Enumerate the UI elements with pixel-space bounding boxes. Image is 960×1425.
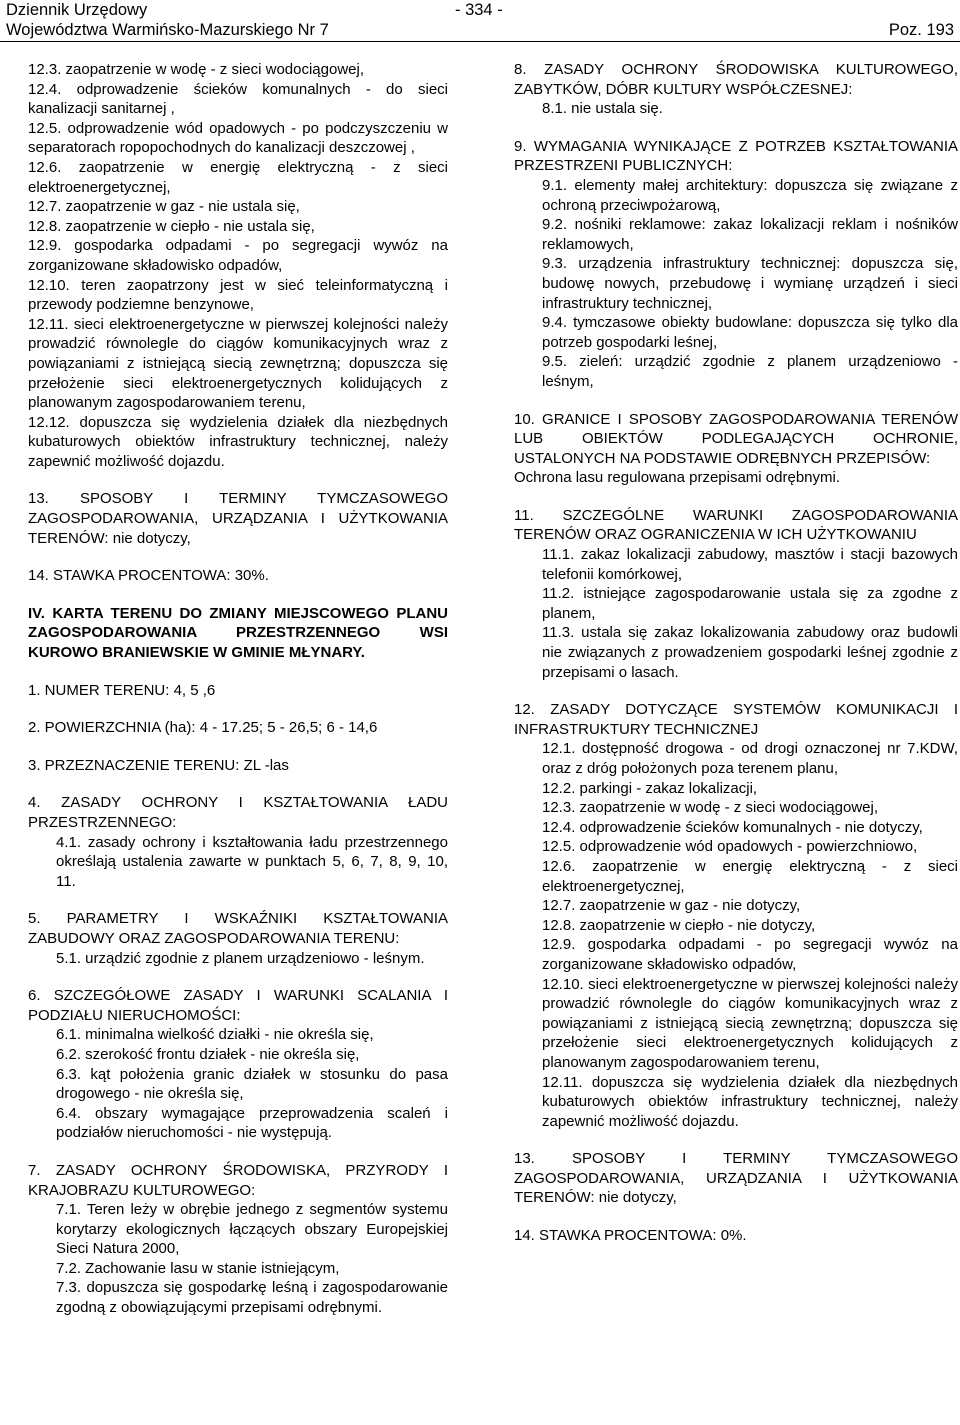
right-column [514,60,958,1246]
paragraph: 12.3. zaopatrzenie w wodę - z sieci wodociągowej, [28,61,365,78]
sub-paragraph: 6.3. kąt położenia granic działek w stosunku do pasa drogowego - nie określa się, [56,1065,448,1103]
paragraph-gap [28,548,448,566]
page-number: - 334 - [455,1,503,19]
paragraph: 12.10. teren zaopatrzony jest w sieć teleinformatyczną i przewody podziemne benzynowe, [28,276,448,314]
paragraph: 12.11. sieci elektroenergetyczne w pierwszej kolejności należy prowadzić równolegle do ciągów komunikacyjnych wraz z powiązaniami z istniejącą siecią zewnętrzną; dopuszcza się przełożenie sieci elektroenergetycznych kolidujących z planowanym zagospodarowaniem terenu, [28,315,448,412]
paragraph: 12.6. zaopatrzenie w energię elektryczną - z sieci elektroenergetycznej, [28,158,448,196]
sub-paragraph: 11.3. ustala się zakaz lokalizowania zabudowy oraz budowli nie związanych z prowadzeniem gospodarki leśnej zgodnie z przepisami o lasach. [542,624,958,681]
paragraph: 9. WYMAGANIA WYNIKAJĄCE Z POTRZEB KSZTAŁTOWANIA PRZESTRZENI PUBLICZNYCH: [514,137,958,175]
paragraph: 3. PRZEZNACZENIE TERENU: ZL -las [28,756,289,774]
paragraph: 12.4. odprowadzenie ścieków komunalnych - do sieci kanalizacji sanitarnej , [28,80,448,118]
paragraph: 12. ZASADY DOTYCZĄCE SYSTEMÓW KOMUNIKACJI I INFRASTRUKTURY TECHNICZNEJ [514,701,958,738]
paragraph-gap [514,119,958,137]
paragraph: 4. ZASADY OCHRONY I KSZTAŁTOWANIA ŁADU PRZESTRZENNEGO: [28,794,448,831]
paragraph-gap [514,1208,958,1226]
paragraph: 12.12. dopuszcza się wydzielenia działek dla niezbędnych kubaturowych obiektów infrastruktury technicznej, należy zapewnić możliwość dojazdu. [28,413,448,470]
paragraph: 10. GRANICE I SPOSOBY ZAGOSPODAROWANIA TERENÓW LUB OBIEKTÓW PODLEGAJĄCYCH OCHRONIE, USTALONYCH NA PODSTAWIE ODRĘBNYCH PRZEPISÓW: [514,410,958,467]
paragraph: 6. SZCZEGÓŁOWE ZASADY I WARUNKI SCALANIA I PODZIAŁU NIERUCHOMOŚCI: [28,987,448,1024]
paragraph-gap [514,488,958,506]
sub-paragraph: 12.7. zaopatrzenie w gaz - nie dotyczy, [542,897,801,915]
sub-paragraph: 6.2. szerokość frontu działek - nie określa się, [56,1045,360,1063]
sub-paragraph: 4.1. zasady ochrony i kształtowania ładu przestrzennego określają ustalenia zawarte w punktach 5, 6, 7, 8, 9, 10, 11. [56,833,448,890]
paragraph: 8. ZASADY OCHRONY ŚRODOWISKA KULTUROWEGO, ZABYTKÓW, DÓBR KULTURY WSPÓŁCZESNEJ: [514,61,958,98]
sub-paragraph: 12.11. dopuszcza się wydzielenia działek dla niezbędnych kubaturowych obiektów infrastruktury technicznej, należy zapewnić możliwość dojazdu. [542,1073,958,1130]
sub-paragraph: 12.5. odprowadzenie wód opadowych - powierzchniowo, [542,838,918,856]
header-rule [0,41,960,42]
paragraph-gap [28,775,448,793]
paragraph: 12.9. gospodarka odpadami - po segregacji wywóz na zorganizowane składowisko odpadów, [28,237,448,274]
sub-paragraph: 12.4. odprowadzenie ścieków komunalnych - nie dotyczy, [542,818,923,836]
sub-paragraph: 8.1. nie ustala się. [542,100,663,118]
sub-paragraph: 11.2. istniejące zagospodarowanie ustala się za zgodne z planem, [542,585,958,622]
journal-title-line1: Dziennik Urzędowy [6,1,148,19]
sub-paragraph: 6.1. minimalna wielkość działki - nie określa się, [56,1026,374,1044]
sub-paragraph: 9.1. elementy małej architektury: dopuszcza się związane z ochroną przeciwpożarową, [542,176,958,214]
paragraph-gap [28,700,448,718]
sub-paragraph: 7.2. Zachowanie lasu w stanie istniejącym, [56,1259,340,1277]
journal-title [6,0,329,40]
paragraph: 12.7. zaopatrzenie w gaz - nie ustala się, [28,198,300,216]
page-header [0,0,960,44]
paragraph-gap [28,471,448,489]
sub-paragraph: 9.5. zieleń: urządzić zgodnie z planem urządzeniowo - leśnym, [542,353,958,390]
sub-paragraph: 6.4. obszary wymagające przeprowadzenia scaleń i podziałów nieruchomości - nie występują. [56,1104,448,1142]
sub-paragraph: 7.3. dopuszcza się gospodarkę leśną i zagospodarowanie zgodną z obowiązującymi przepisami odrębnymi. [56,1279,448,1317]
paragraph-gap [28,1143,448,1161]
paragraph-gap [514,1131,958,1149]
paragraph: 11. SZCZEGÓLNE WARUNKI ZAGOSPODAROWANIA TERENÓW ORAZ OGRANICZENIA W ICH UŻYTKOWANIU [514,506,958,544]
sub-paragraph: 12.9. gospodarka odpadami - po segregacji wywóz na zorganizowane składowisko odpadów, [542,936,958,973]
paragraph: 2. POWIERZCHNIA (ha): 4 - 17.25; 5 - 26,5; 6 - 14,6 [28,719,378,737]
paragraph: Ochrona lasu regulowana przepisami odrębnymi. [514,469,841,487]
left-column [28,60,448,1318]
paragraph: 1. NUMER TERENU: 4, 5 ,6 [28,681,216,699]
sub-paragraph: 5.1. urządzić zgodnie z planem urządzeniowo - leśnym. [56,949,425,967]
paragraph-gap [28,586,448,604]
paragraph: 7. ZASADY OCHRONY ŚRODOWISKA, PRZYRODY I KRAJOBRAZU KULTUROWEGO: [28,1161,448,1199]
position-number: Poz. 193 [888,21,954,39]
sub-paragraph: 12.8. zaopatrzenie w ciepło - nie dotyczy, [542,916,816,934]
journal-title-line2: Województwa Warmińsko-Mazurskiego Nr 7 [6,21,329,39]
paragraph-gap [514,682,958,700]
sub-paragraph: 9.2. nośniki reklamowe: zakaz lokalizacji reklam i nośników reklamowych, [542,216,958,253]
paragraph-gap [514,392,958,410]
paragraph: 13. SPOSOBY I TERMINY TYMCZASOWEGO ZAGOSPODAROWANIA, URZĄDZANIA I UŻYTKOWANIA TERENÓW: nie dotyczy, [28,490,448,547]
sub-paragraph: 12.3. zaopatrzenie w wodę - z sieci wodociągowej, [542,799,879,817]
sub-paragraph: 9.3. urządzenia infrastruktury technicznej: dopuszcza się, budowę nowych, przebudowę i wymianę urządzeń i sieci infrastruktury technicznej, [542,255,958,312]
paragraph: 12.5. odprowadzenie wód opadowych - po podczyszczeniu w separatorach ropopochodnych do kanalizacji deszczowej , [28,119,448,157]
paragraph: 13. SPOSOBY I TERMINY TYMCZASOWEGO ZAGOSPODAROWANIA, URZĄDZANIA I UŻYTKOWANIA TERENÓW: nie dotyczy, [514,1150,958,1207]
sub-paragraph: 12.10. sieci elektroenergetyczne w pierwszej kolejności należy prowadzić równolegle do ciągów komunikacyjnych wraz z powiązaniami z istniejącą siecią zewnętrzną; dopuszcza się przełożenie sieci elektroenergetycznych kolidujących z planowanym zagospodarowaniem terenu, [542,975,958,1071]
paragraph-gap [28,968,448,986]
paragraph: 14. STAWKA PROCENTOWA: 0%. [514,1227,747,1245]
sub-paragraph: 12.6. zaopatrzenie w energię elektryczną - z sieci elektroenergetycznej, [542,857,958,895]
sub-paragraph: 12.2. parkingi - zakaz lokalizacji, [542,779,758,797]
sub-paragraph: 7.1. Teren leży w obrębie jednego z segmentów systemu korytarzy ekologicznych łączących obszary Europejskiej Sieci Natura 2000, [56,1201,448,1258]
paragraph: 14. STAWKA PROCENTOWA: 30%. [28,567,269,585]
paragraph: 5. PARAMETRY I WSKAŹNIKI KSZTAŁTOWANIA ZABUDOWY ORAZ ZAGOSPODAROWANIA TERENU: [28,910,448,947]
paragraph: 12.8. zaopatrzenie w ciepło - nie ustala się, [28,217,315,235]
sub-paragraph: 11.1. zakaz lokalizacji zabudowy, masztów i stacji bazowych telefonii komórkowej, [542,546,958,583]
sub-paragraph: 9.4. tymczasowe obiekty budowlane: dopuszcza się tylko dla potrzeb gospodarki leśnej, [542,314,958,351]
paragraph: IV. KARTA TERENU DO ZMIANY MIEJSCOWEGO PLANU ZAGOSPODAROWANIA PRZESTRZENNEGO WSI KUROWO BRANIEWSKIE W GMINIE MŁYNARY. [28,604,448,662]
sub-paragraph: 12.1. dostępność drogowa - od drogi oznaczonej nr 7.KDW, oraz z dróg położonych poza terenem planu, [542,740,958,777]
paragraph-gap [28,891,448,909]
paragraph-gap [28,663,448,681]
paragraph-gap [28,738,448,756]
